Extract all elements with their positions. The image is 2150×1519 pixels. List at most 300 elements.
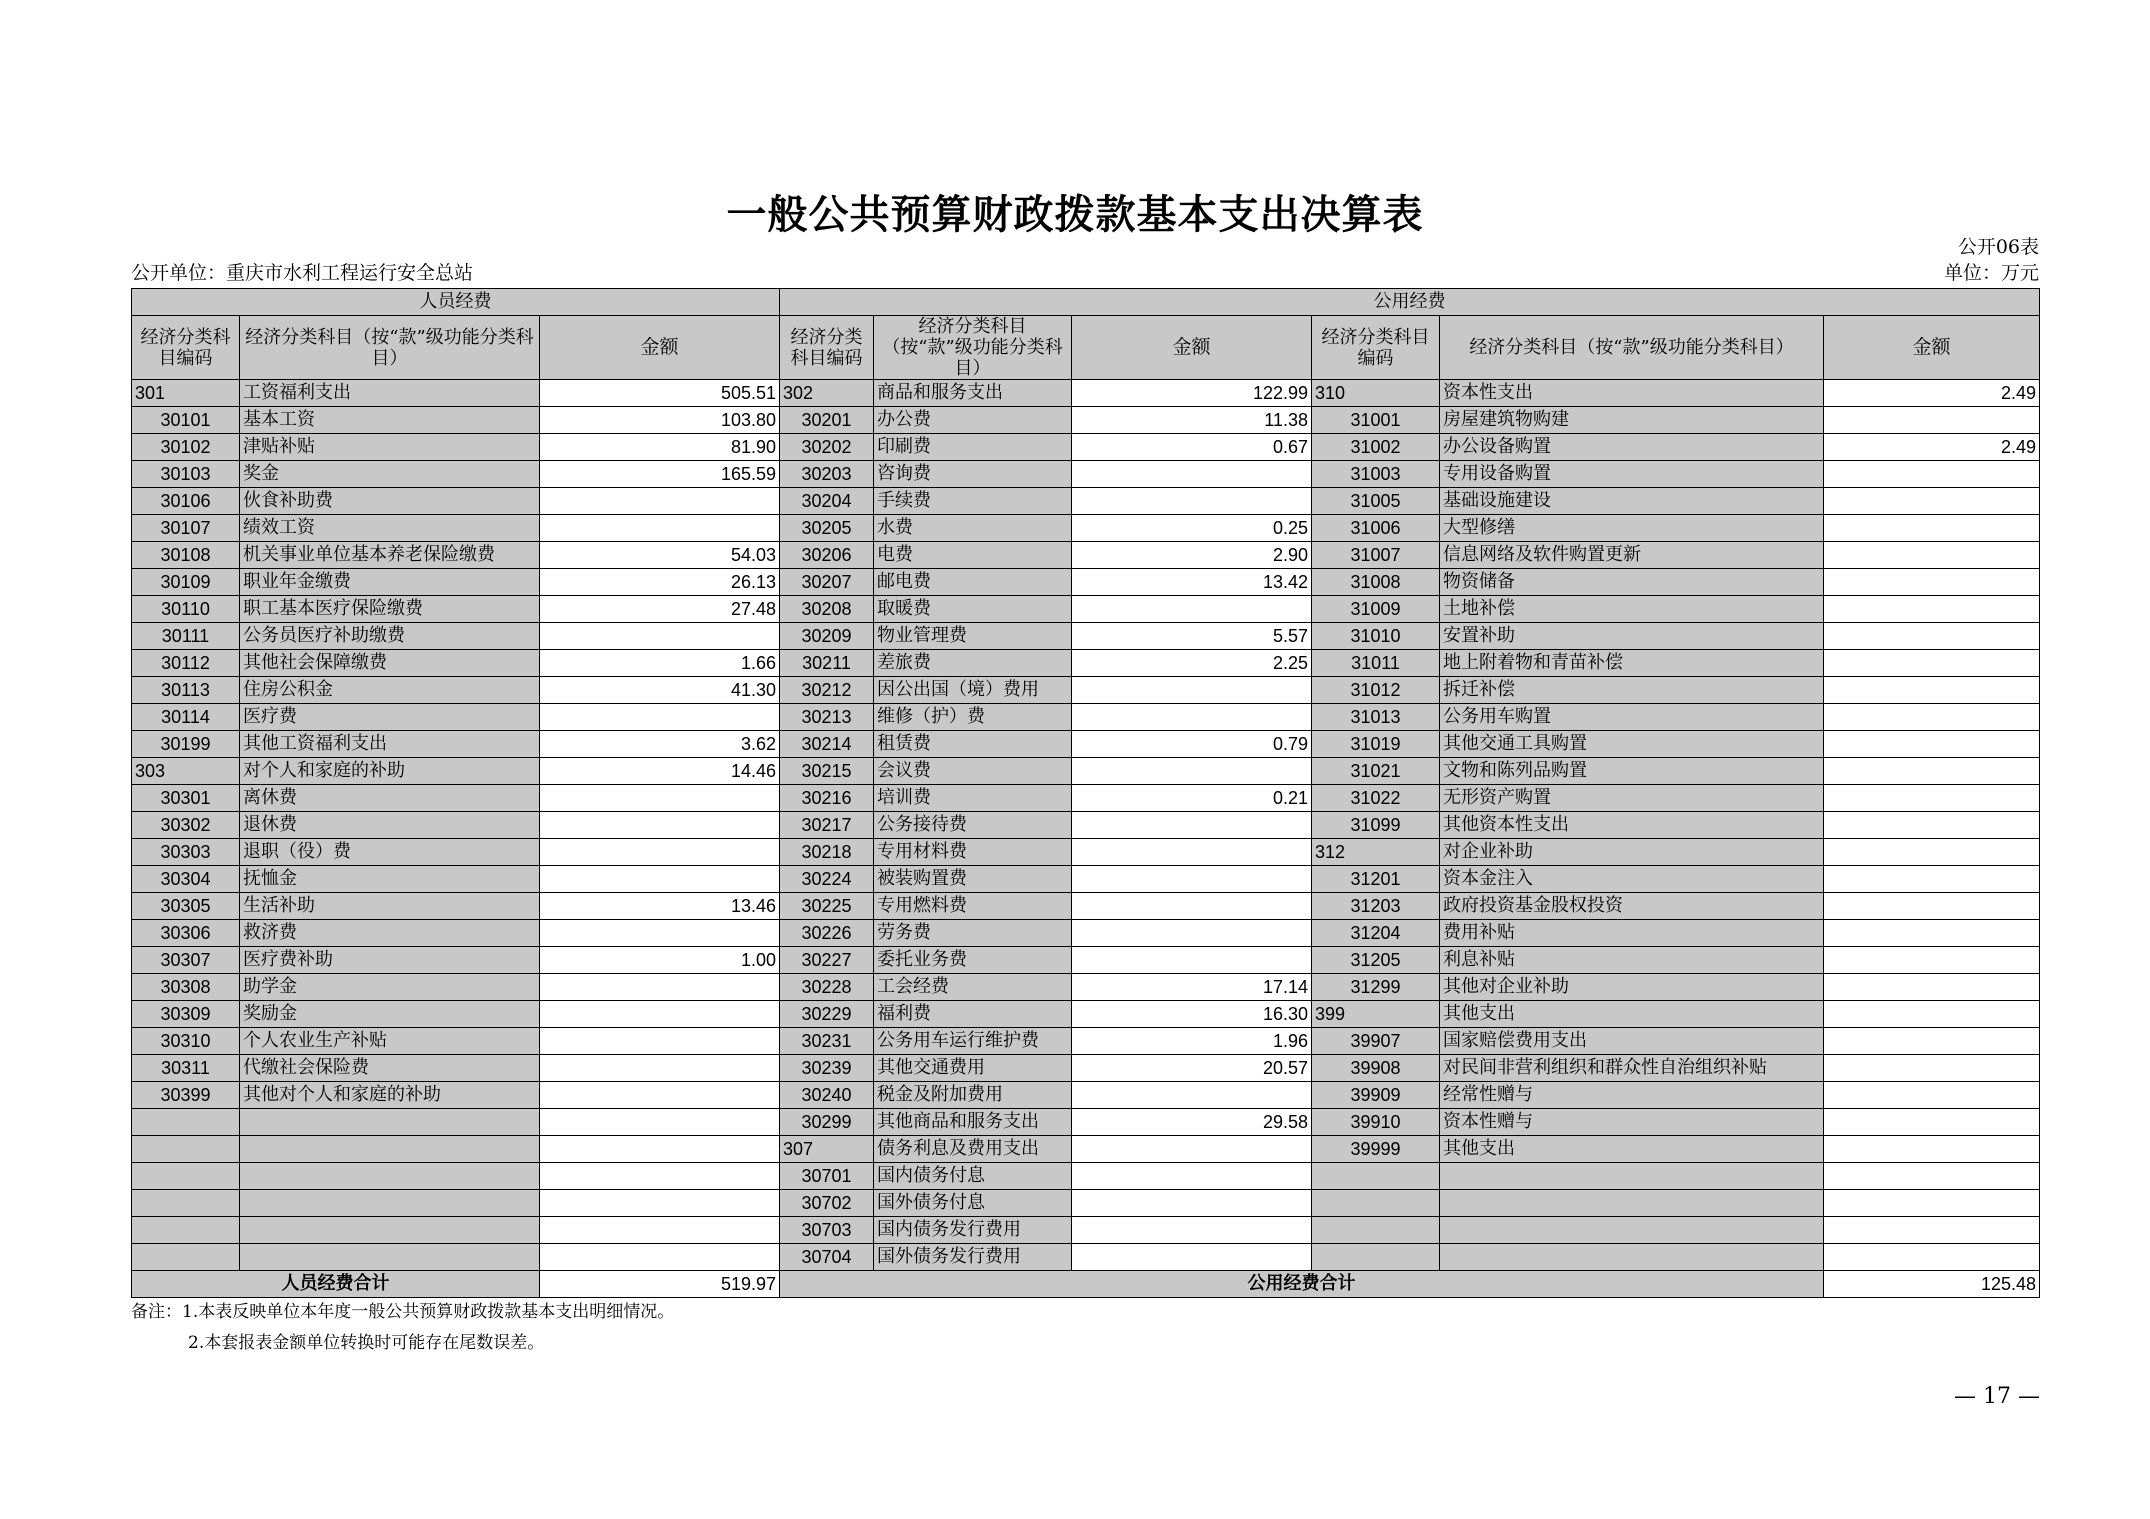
cell-amount xyxy=(540,1082,780,1109)
cell-name: 办公费 xyxy=(874,407,1072,434)
cell-name: 国内债务发行费用 xyxy=(874,1217,1072,1244)
cell-amount xyxy=(1072,812,1312,839)
cell-amount: 103.80 xyxy=(540,407,780,434)
cell-code: 30214 xyxy=(780,731,874,758)
cell-code: 302 xyxy=(780,380,874,407)
cell-amount: 27.48 xyxy=(540,596,780,623)
cell-amount xyxy=(540,974,780,1001)
cell-code: 30113 xyxy=(132,677,240,704)
cell-name: 对企业补助 xyxy=(1440,839,1824,866)
cell-amount: 0.79 xyxy=(1072,731,1312,758)
cell-code: 30303 xyxy=(132,839,240,866)
cell-amount xyxy=(1824,866,2040,893)
cell-name: 物资储备 xyxy=(1440,569,1824,596)
cell-name: 资本金注入 xyxy=(1440,866,1824,893)
cell-amount: 1.00 xyxy=(540,947,780,974)
cell-amount xyxy=(1824,1244,2040,1271)
cell-name: 被装购置费 xyxy=(874,866,1072,893)
cell-code: 39910 xyxy=(1312,1109,1440,1136)
cell-amount: 11.38 xyxy=(1072,407,1312,434)
cell-code: 31011 xyxy=(1312,650,1440,677)
cell-name: 对个人和家庭的补助 xyxy=(240,758,540,785)
cell-amount: 0.21 xyxy=(1072,785,1312,812)
cell-amount: 0.67 xyxy=(1072,434,1312,461)
cell-code: 31012 xyxy=(1312,677,1440,704)
cell-amount xyxy=(1824,1217,2040,1244)
column-header-name: 经济分类科目（按“款”级功能分类科目） xyxy=(874,316,1072,380)
cell-code xyxy=(132,1244,240,1271)
cell-name: 安置补助 xyxy=(1440,623,1824,650)
cell-amount xyxy=(1824,731,2040,758)
table-row xyxy=(132,1082,2040,1109)
cell-name: 绩效工资 xyxy=(240,515,540,542)
cell-name: 医疗费补助 xyxy=(240,947,540,974)
cell-code: 30207 xyxy=(780,569,874,596)
cell-name: 其他工资福利支出 xyxy=(240,731,540,758)
cell-name: 其他商品和服务支出 xyxy=(874,1109,1072,1136)
cell-amount xyxy=(540,1190,780,1217)
cell-amount xyxy=(1824,677,2040,704)
cell-amount xyxy=(1824,947,2040,974)
table-row xyxy=(132,461,2040,488)
cell-code: 30204 xyxy=(780,488,874,515)
cell-code: 31204 xyxy=(1312,920,1440,947)
cell-name xyxy=(1440,1217,1824,1244)
table-row xyxy=(132,731,2040,758)
cell-name: 商品和服务支出 xyxy=(874,380,1072,407)
cell-amount: 505.51 xyxy=(540,380,780,407)
cell-name: 退休费 xyxy=(240,812,540,839)
cell-code: 30101 xyxy=(132,407,240,434)
cell-code: 31001 xyxy=(1312,407,1440,434)
cell-name: 专用设备购置 xyxy=(1440,461,1824,488)
cell-amount xyxy=(1824,623,2040,650)
cell-amount xyxy=(1072,1190,1312,1217)
cell-amount: 14.46 xyxy=(540,758,780,785)
cell-code: 30112 xyxy=(132,650,240,677)
cell-code: 30215 xyxy=(780,758,874,785)
table-row xyxy=(132,704,2040,731)
cell-name xyxy=(1440,1244,1824,1271)
cell-name: 津贴补贴 xyxy=(240,434,540,461)
currency-unit: 单位：万元 xyxy=(1943,262,2039,284)
cell-name: 其他交通工具购置 xyxy=(1440,731,1824,758)
cell-code: 39909 xyxy=(1312,1082,1440,1109)
cell-name: 劳务费 xyxy=(874,920,1072,947)
cell-name: 会议费 xyxy=(874,758,1072,785)
cell-name: 土地补偿 xyxy=(1440,596,1824,623)
cell-amount xyxy=(1072,1217,1312,1244)
cell-amount: 41.30 xyxy=(540,677,780,704)
cell-amount xyxy=(1824,461,2040,488)
cell-code: 301 xyxy=(132,380,240,407)
cell-code xyxy=(132,1163,240,1190)
table-row xyxy=(132,893,2040,920)
cell-amount xyxy=(1072,947,1312,974)
cell-amount: 5.57 xyxy=(1072,623,1312,650)
cell-name: 利息补贴 xyxy=(1440,947,1824,974)
cell-amount: 13.42 xyxy=(1072,569,1312,596)
cell-amount xyxy=(1824,974,2040,1001)
table-body xyxy=(132,380,2040,1271)
cell-name: 国外债务付息 xyxy=(874,1190,1072,1217)
cell-amount: 81.90 xyxy=(540,434,780,461)
cell-name: 专用材料费 xyxy=(874,839,1072,866)
cell-amount: 29.58 xyxy=(1072,1109,1312,1136)
table-row xyxy=(132,515,2040,542)
cell-name: 奖励金 xyxy=(240,1001,540,1028)
cell-name xyxy=(240,1163,540,1190)
cell-amount xyxy=(1072,920,1312,947)
cell-code: 30301 xyxy=(132,785,240,812)
cell-code: 31003 xyxy=(1312,461,1440,488)
cell-amount xyxy=(1072,1136,1312,1163)
cell-name: 手续费 xyxy=(874,488,1072,515)
column-header-amount: 金额 xyxy=(540,316,780,380)
cell-amount xyxy=(1072,461,1312,488)
cell-amount xyxy=(540,1217,780,1244)
cell-code xyxy=(1312,1244,1440,1271)
cell-code: 31009 xyxy=(1312,596,1440,623)
cell-code: 30226 xyxy=(780,920,874,947)
cell-name: 无形资产购置 xyxy=(1440,785,1824,812)
public-total-value: 125.48 xyxy=(1824,1271,2040,1298)
cell-name: 国内债务付息 xyxy=(874,1163,1072,1190)
cell-name: 委托业务费 xyxy=(874,947,1072,974)
cell-amount: 1.66 xyxy=(540,650,780,677)
cell-amount: 2.49 xyxy=(1824,434,2040,461)
cell-code: 30102 xyxy=(132,434,240,461)
cell-amount: 26.13 xyxy=(540,569,780,596)
cell-code xyxy=(132,1136,240,1163)
cell-name: 代缴社会保险费 xyxy=(240,1055,540,1082)
cell-code: 30106 xyxy=(132,488,240,515)
note-line: 备注：1.本表反映单位本年度一般公共预算财政拨款基本支出明细情况。 xyxy=(131,1302,675,1322)
cell-code: 30110 xyxy=(132,596,240,623)
table-row xyxy=(132,866,2040,893)
cell-code: 30213 xyxy=(780,704,874,731)
column-header-code: 经济分类科目编码 xyxy=(1312,316,1440,380)
cell-name: 资本性支出 xyxy=(1440,380,1824,407)
cell-name: 其他支出 xyxy=(1440,1001,1824,1028)
cell-code xyxy=(132,1109,240,1136)
cell-amount xyxy=(1072,758,1312,785)
cell-code: 30201 xyxy=(780,407,874,434)
cell-amount xyxy=(1824,785,2040,812)
cell-name: 水费 xyxy=(874,515,1072,542)
table-row xyxy=(132,839,2040,866)
cell-amount xyxy=(540,515,780,542)
table-row xyxy=(132,407,2040,434)
cell-code: 30306 xyxy=(132,920,240,947)
cell-code: 30701 xyxy=(780,1163,874,1190)
group-header-personnel: 人员经费 xyxy=(132,289,780,316)
cell-code: 30305 xyxy=(132,893,240,920)
cell-code xyxy=(1312,1190,1440,1217)
column-header-code: 经济分类科目编码 xyxy=(132,316,240,380)
cell-amount xyxy=(1824,1028,2040,1055)
cell-code: 30308 xyxy=(132,974,240,1001)
cell-code: 30304 xyxy=(132,866,240,893)
cell-code: 31299 xyxy=(1312,974,1440,1001)
cell-amount xyxy=(540,1136,780,1163)
table-row xyxy=(132,1244,2040,1271)
cell-code: 39999 xyxy=(1312,1136,1440,1163)
table-row xyxy=(132,569,2040,596)
cell-code: 307 xyxy=(780,1136,874,1163)
cell-code: 31010 xyxy=(1312,623,1440,650)
table-row xyxy=(132,1109,2040,1136)
cell-amount xyxy=(1072,704,1312,731)
cell-code: 30108 xyxy=(132,542,240,569)
column-header-name: 经济分类科目（按“款”级功能分类科目） xyxy=(240,316,540,380)
cell-code: 31099 xyxy=(1312,812,1440,839)
cell-name: 资本性赠与 xyxy=(1440,1109,1824,1136)
cell-name: 住房公积金 xyxy=(240,677,540,704)
cell-name: 公务员医疗补助缴费 xyxy=(240,623,540,650)
table-row xyxy=(132,650,2040,677)
page-title: 一般公共预算财政拨款基本支出决算表 xyxy=(726,191,1424,238)
cell-code: 30103 xyxy=(132,461,240,488)
cell-name: 债务利息及费用支出 xyxy=(874,1136,1072,1163)
cell-code: 30228 xyxy=(780,974,874,1001)
table-row xyxy=(132,1028,2040,1055)
cell-amount xyxy=(1072,1082,1312,1109)
column-header-name: 经济分类科目（按“款”级功能分类科目） xyxy=(1440,316,1824,380)
cell-code: 31005 xyxy=(1312,488,1440,515)
cell-amount xyxy=(540,785,780,812)
cell-code: 399 xyxy=(1312,1001,1440,1028)
cell-code: 30218 xyxy=(780,839,874,866)
cell-name: 个人农业生产补贴 xyxy=(240,1028,540,1055)
cell-amount xyxy=(1072,893,1312,920)
cell-amount xyxy=(540,488,780,515)
cell-code xyxy=(132,1217,240,1244)
cell-code: 30109 xyxy=(132,569,240,596)
cell-amount: 165.59 xyxy=(540,461,780,488)
cell-amount: 20.57 xyxy=(1072,1055,1312,1082)
cell-name xyxy=(240,1190,540,1217)
cell-amount xyxy=(1824,920,2040,947)
cell-name: 医疗费 xyxy=(240,704,540,731)
cell-code: 303 xyxy=(132,758,240,785)
cell-amount xyxy=(1072,1163,1312,1190)
cell-amount xyxy=(1072,488,1312,515)
cell-name: 因公出国（境）费用 xyxy=(874,677,1072,704)
cell-amount xyxy=(1072,839,1312,866)
cell-amount xyxy=(1824,488,2040,515)
cell-name: 大型修缮 xyxy=(1440,515,1824,542)
cell-name: 房屋建筑物购建 xyxy=(1440,407,1824,434)
cell-name: 经常性赠与 xyxy=(1440,1082,1824,1109)
cell-name: 其他社会保障缴费 xyxy=(240,650,540,677)
cell-name: 奖金 xyxy=(240,461,540,488)
cell-code: 31008 xyxy=(1312,569,1440,596)
table-row xyxy=(132,1001,2040,1028)
cell-code: 30211 xyxy=(780,650,874,677)
cell-code: 31203 xyxy=(1312,893,1440,920)
cell-amount: 122.99 xyxy=(1072,380,1312,407)
cell-code: 30227 xyxy=(780,947,874,974)
expenditure-table xyxy=(131,288,2040,1298)
table-row xyxy=(132,1055,2040,1082)
cell-code xyxy=(1312,1163,1440,1190)
cell-amount xyxy=(1072,866,1312,893)
cell-code: 31013 xyxy=(1312,704,1440,731)
cell-code: 30310 xyxy=(132,1028,240,1055)
cell-code: 39908 xyxy=(1312,1055,1440,1082)
cell-code: 30203 xyxy=(780,461,874,488)
cell-code xyxy=(1312,1217,1440,1244)
cell-name xyxy=(240,1217,540,1244)
cell-name: 其他对个人和家庭的补助 xyxy=(240,1082,540,1109)
table-row xyxy=(132,677,2040,704)
cell-code: 30114 xyxy=(132,704,240,731)
cell-code: 30702 xyxy=(780,1190,874,1217)
cell-code: 31002 xyxy=(1312,434,1440,461)
cell-name: 工会经费 xyxy=(874,974,1072,1001)
cell-name xyxy=(240,1136,540,1163)
cell-amount xyxy=(1824,650,2040,677)
cell-amount xyxy=(540,1055,780,1082)
cell-code: 30399 xyxy=(132,1082,240,1109)
cell-name: 基本工资 xyxy=(240,407,540,434)
cell-amount xyxy=(1824,758,2040,785)
cell-code: 30703 xyxy=(780,1217,874,1244)
table-row xyxy=(132,974,2040,1001)
cell-amount xyxy=(1072,677,1312,704)
cell-name: 物业管理费 xyxy=(874,623,1072,650)
table-row xyxy=(132,812,2040,839)
cell-amount: 13.46 xyxy=(540,893,780,920)
cell-name: 国外债务发行费用 xyxy=(874,1244,1072,1271)
cell-code: 31021 xyxy=(1312,758,1440,785)
table-row xyxy=(132,1190,2040,1217)
table-row xyxy=(132,1136,2040,1163)
cell-code: 30199 xyxy=(132,731,240,758)
cell-amount xyxy=(1824,1055,2040,1082)
cell-name: 国家赔偿费用支出 xyxy=(1440,1028,1824,1055)
cell-amount xyxy=(540,839,780,866)
cell-code: 30311 xyxy=(132,1055,240,1082)
cell-amount xyxy=(540,704,780,731)
table-row xyxy=(132,920,2040,947)
personnel-total-value: 519.97 xyxy=(540,1271,780,1298)
cell-amount: 3.62 xyxy=(540,731,780,758)
cell-name: 费用补贴 xyxy=(1440,920,1824,947)
cell-name: 地上附着物和青苗补偿 xyxy=(1440,650,1824,677)
cell-name: 对民间非营利组织和群众性自治组织补贴 xyxy=(1440,1055,1824,1082)
cell-amount xyxy=(1824,1163,2040,1190)
page-number: — 17 — xyxy=(1954,1384,2040,1409)
cell-name: 助学金 xyxy=(240,974,540,1001)
table-row xyxy=(132,434,2040,461)
cell-name: 政府投资基金股权投资 xyxy=(1440,893,1824,920)
cell-amount: 17.14 xyxy=(1072,974,1312,1001)
cell-name: 办公设备购置 xyxy=(1440,434,1824,461)
cell-amount xyxy=(540,1163,780,1190)
cell-name: 公务用车运行维护费 xyxy=(874,1028,1072,1055)
cell-name: 维修（护）费 xyxy=(874,704,1072,731)
cell-amount xyxy=(1824,1136,2040,1163)
cell-code: 30205 xyxy=(780,515,874,542)
cell-amount xyxy=(540,812,780,839)
cell-name: 福利费 xyxy=(874,1001,1072,1028)
cell-code: 30111 xyxy=(132,623,240,650)
cell-code: 31022 xyxy=(1312,785,1440,812)
cell-name: 退职（役）费 xyxy=(240,839,540,866)
column-header-amount: 金额 xyxy=(1824,316,2040,380)
cell-name: 其他交通费用 xyxy=(874,1055,1072,1082)
cell-code: 30206 xyxy=(780,542,874,569)
cell-amount xyxy=(540,1244,780,1271)
cell-amount xyxy=(540,866,780,893)
table-row xyxy=(132,1163,2040,1190)
cell-code: 31007 xyxy=(1312,542,1440,569)
cell-name: 专用燃料费 xyxy=(874,893,1072,920)
cell-code: 30208 xyxy=(780,596,874,623)
cell-name xyxy=(240,1109,540,1136)
cell-code: 30209 xyxy=(780,623,874,650)
cell-amount xyxy=(1824,704,2040,731)
cell-name: 工资福利支出 xyxy=(240,380,540,407)
cell-name: 咨询费 xyxy=(874,461,1072,488)
table-row xyxy=(132,785,2040,812)
column-header-code: 经济分类科目编码 xyxy=(780,316,874,380)
cell-amount: 2.25 xyxy=(1072,650,1312,677)
cell-amount xyxy=(1824,1001,2040,1028)
cell-name: 职工基本医疗保险缴费 xyxy=(240,596,540,623)
cell-name: 救济费 xyxy=(240,920,540,947)
cell-name: 生活补助 xyxy=(240,893,540,920)
cell-amount xyxy=(1824,1082,2040,1109)
cell-name: 信息网络及软件购置更新 xyxy=(1440,542,1824,569)
cell-code: 30309 xyxy=(132,1001,240,1028)
cell-code: 30212 xyxy=(780,677,874,704)
cell-name: 电费 xyxy=(874,542,1072,569)
cell-name: 差旅费 xyxy=(874,650,1072,677)
cell-amount xyxy=(540,1028,780,1055)
public-total-label: 公用经费合计 xyxy=(780,1271,1824,1298)
table-row xyxy=(132,947,2040,974)
cell-amount: 54.03 xyxy=(540,542,780,569)
reporting-unit: 公开单位：重庆市水利工程运行安全总站 xyxy=(131,262,474,284)
cell-code: 30240 xyxy=(780,1082,874,1109)
form-number: 公开06表 xyxy=(1957,236,2039,258)
cell-amount xyxy=(540,623,780,650)
cell-amount: 16.30 xyxy=(1072,1001,1312,1028)
cell-name: 基础设施建设 xyxy=(1440,488,1824,515)
cell-amount xyxy=(1072,596,1312,623)
table-row xyxy=(132,758,2040,785)
cell-amount xyxy=(1824,839,2040,866)
cell-code: 30302 xyxy=(132,812,240,839)
cell-amount xyxy=(1824,1190,2040,1217)
column-header-amount: 金额 xyxy=(1072,316,1312,380)
cell-code: 31006 xyxy=(1312,515,1440,542)
cell-name: 邮电费 xyxy=(874,569,1072,596)
table-row xyxy=(132,488,2040,515)
cell-name: 机关事业单位基本养老保险缴费 xyxy=(240,542,540,569)
cell-code: 30704 xyxy=(780,1244,874,1271)
cell-code: 310 xyxy=(1312,380,1440,407)
cell-name: 租赁费 xyxy=(874,731,1072,758)
cell-name: 其他支出 xyxy=(1440,1136,1824,1163)
cell-code: 30231 xyxy=(780,1028,874,1055)
cell-name xyxy=(1440,1163,1824,1190)
cell-name: 其他对企业补助 xyxy=(1440,974,1824,1001)
cell-code: 31019 xyxy=(1312,731,1440,758)
